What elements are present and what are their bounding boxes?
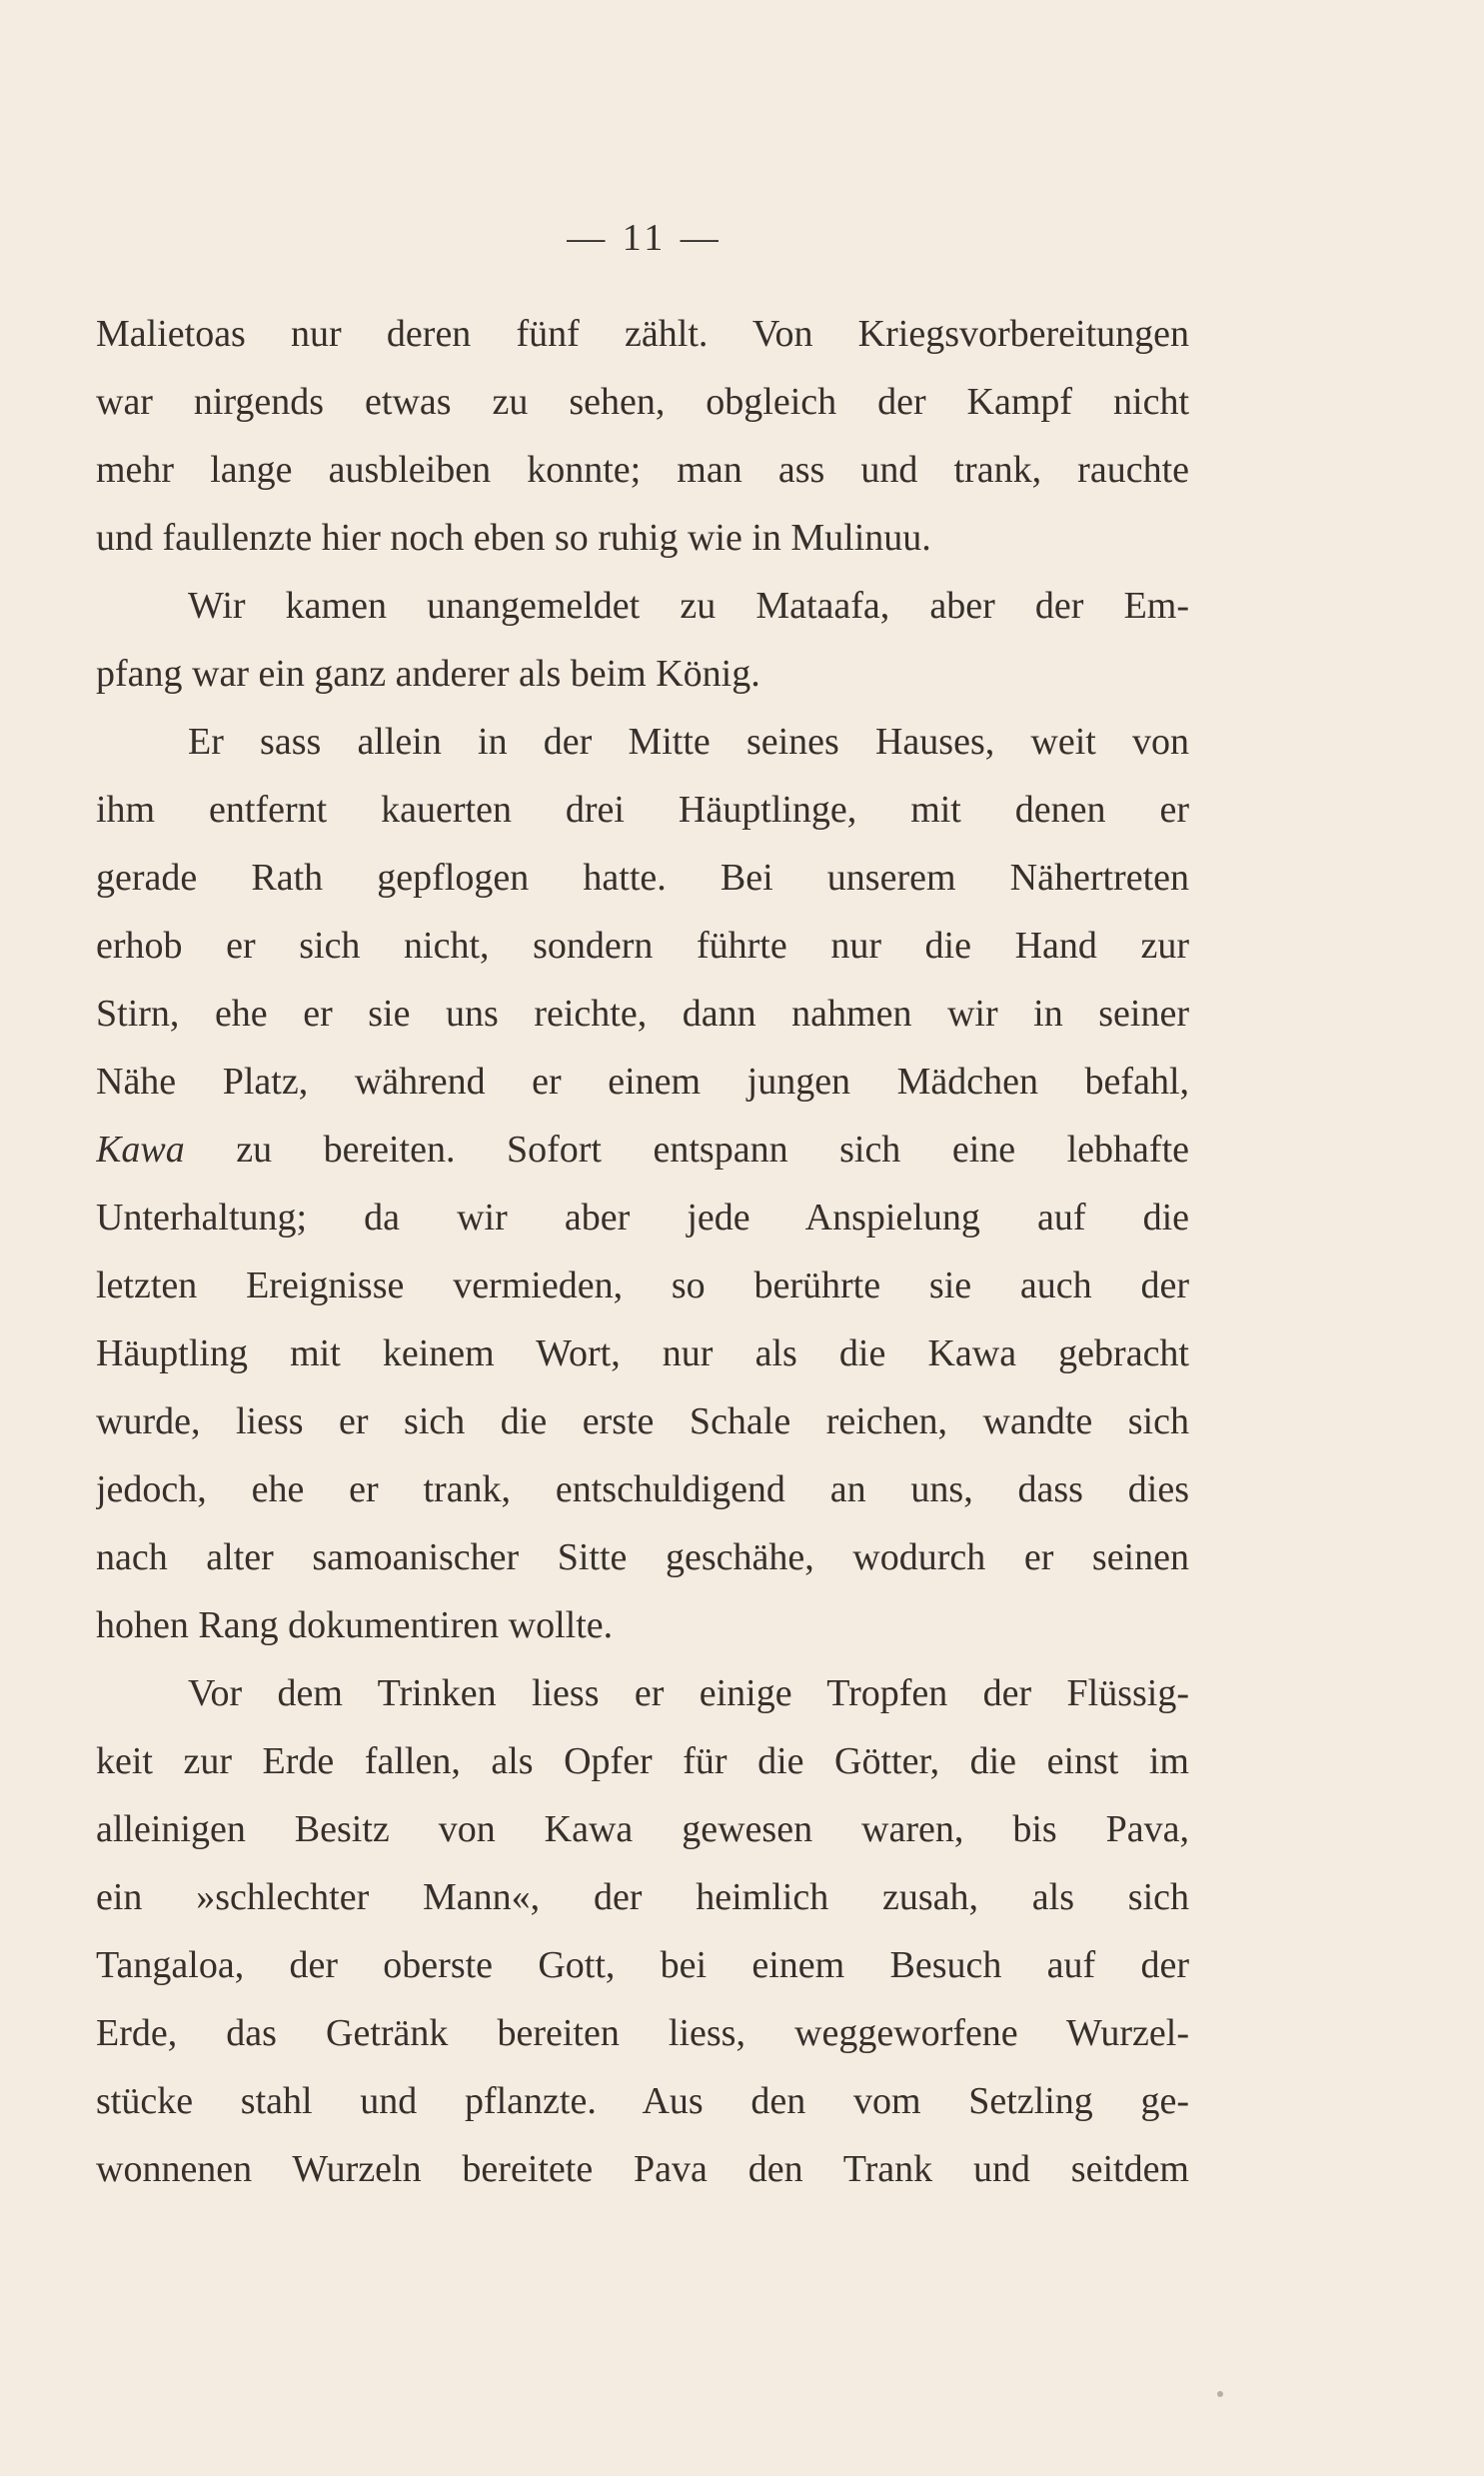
body-text [96, 300, 1189, 2203]
text-line: Wir kamen unangemeldet zu Mataafa, aber der Em- [188, 585, 1189, 627]
text-line: ihm entfernt kauerten drei Häuptlinge, mit denen er [96, 789, 1189, 831]
text-line: Vor dem Trinken liess er einige Tropfen der Flüssig- [188, 1672, 1189, 1714]
text-line: hohen Rang dokumentiren wollte. [96, 1604, 614, 1646]
text-line: wurde, liess er sich die erste Schale reichen, wandte sich [96, 1400, 1189, 1442]
page-number: — 11 — [567, 217, 723, 259]
text-line: pfang war ein ganz anderer als beim König. [96, 653, 760, 695]
paper-speck [1217, 2391, 1223, 2397]
text-line: Kawa zu bereiten. Sofort entspann sich eine lebhafte [96, 1129, 1189, 1171]
text-line: Häuptling mit keinem Wort, nur als die Kawa gebracht [96, 1332, 1189, 1374]
text-line: Er sass allein in der Mitte seines Hauses, weit von [188, 721, 1189, 763]
text-line: jedoch, ehe er trank, entschuldigend an uns, dass dies [96, 1468, 1189, 1510]
text-line: nach alter samoanischer Sitte geschähe, wodurch er seinen [96, 1536, 1189, 1578]
text-line: und faullenzte hier noch eben so ruhig wie in Mulinuu. [96, 517, 931, 559]
text-line: erhob er sich nicht, sondern führte nur die Hand zur [96, 925, 1189, 967]
italic-term: Kawa [96, 1129, 185, 1171]
text-line: Malietoas nur deren fünf zählt. Von Kriegsvorbereitungen [96, 313, 1189, 355]
text-line: stücke stahl und pflanzte. Aus den vom Setzling ge- [96, 2080, 1189, 2122]
text-line: letzten Ereignisse vermieden, so berührte sie auch der [96, 1264, 1189, 1306]
text-line: Nähe Platz, während er einem jungen Mädchen befahl, [96, 1061, 1189, 1103]
text-line: wonnenen Wurzeln bereitete Pava den Trank und seitdem [96, 2148, 1189, 2190]
text-line: Unterhaltung; da wir aber jede Anspielung auf die [96, 1197, 1189, 1238]
text-line: keit zur Erde fallen, als Opfer für die Götter, die einst im [96, 1740, 1189, 1782]
text-line: ein »schlechter Mann«, der heimlich zusah, als sich [96, 1876, 1189, 1918]
text-line: gerade Rath gepflogen hatte. Bei unserem Nähertreten [96, 857, 1189, 899]
text-line: Tangaloa, der oberste Gott, bei einem Besuch auf der [96, 1944, 1189, 1986]
text-line: alleinigen Besitz von Kawa gewesen waren, bis Pava, [96, 1808, 1189, 1850]
text-line: Erde, das Getränk bereiten liess, weggeworfene Wurzel- [96, 2012, 1189, 2054]
text-line: war nirgends etwas zu sehen, obgleich der Kampf nicht [96, 381, 1189, 423]
text-line: mehr lange ausbleiben konnte; man ass und trank, rauchte [96, 449, 1189, 491]
text-line: Stirn, ehe er sie uns reichte, dann nahmen wir in seiner [96, 993, 1189, 1035]
